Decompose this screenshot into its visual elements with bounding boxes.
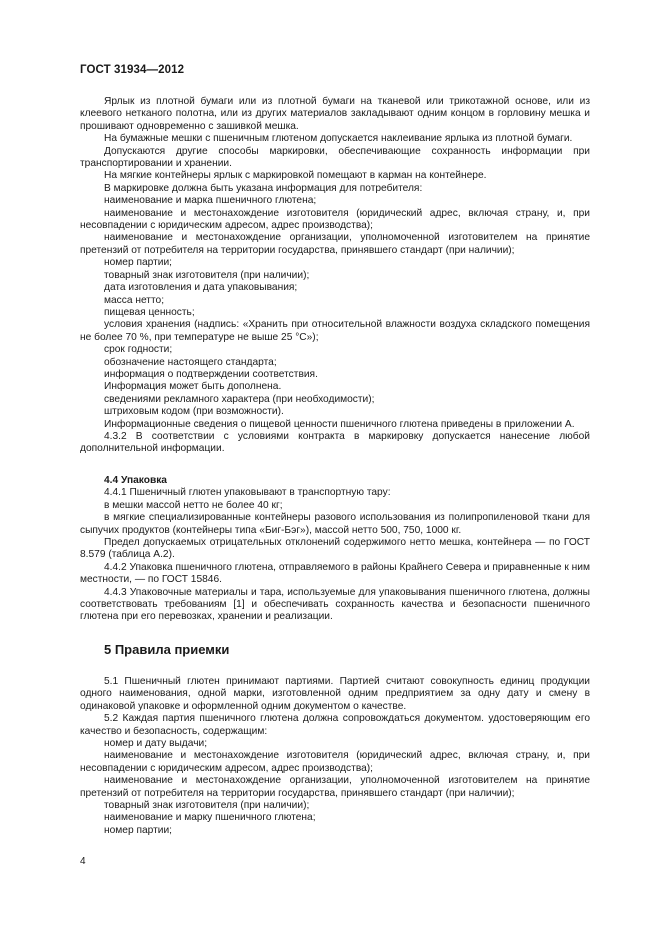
- paragraph: наименование и местонахождение организации, уполномоченной изготовителем на принятие претензий от потребителя на территории государства, принявшего стандарт (при наличии);: [80, 775, 590, 799]
- list-item: информация о подтверждении соответствия.: [104, 368, 318, 380]
- list-item: срок годности;: [104, 344, 173, 356]
- list-item: сведениями рекламного характера (при необходимости);: [104, 393, 375, 405]
- paragraph: условия хранения (надпись: «Хранить при относительной влажности воздуха складского помещения не более 70 %, при температуре не выше 25 °С»);: [80, 319, 590, 343]
- paragraph: В маркировке должна быть указана информация для потребителя:: [104, 182, 423, 194]
- list-item: дата изготовления и дата упаковывания;: [104, 282, 298, 294]
- list-item: Информация может быть дополнена.: [104, 381, 282, 393]
- list-item: номер и дату выдачи;: [104, 738, 208, 750]
- list-item: товарный знак изготовителя (при наличии);: [104, 269, 310, 281]
- paragraph: Допускаются другие способы маркировки, обеспечивающие сохранность информации при транспортировании и хранении.: [80, 145, 590, 170]
- list-item: номер партии;: [104, 257, 172, 269]
- marking-section-text: [80, 96, 590, 456]
- paragraph: 4.4.2 Упаковка пшеничного глютена, отправляемого в районы Крайнего Севера и приравненные к ним местности, — по ГОСТ 15846.: [80, 561, 590, 586]
- list-item: наименование и марку пшеничного глютена;: [104, 812, 316, 824]
- list-item: штриховым кодом (при возможности).: [104, 406, 284, 418]
- paragraph: 4.3.2 В соответствии с условиями контракта в маркировку допускается нанесение любой дополнительной информации.: [80, 430, 590, 455]
- list-item: обозначение настоящего стандарта;: [104, 356, 277, 368]
- paragraph: в мягкие специализированные контейнеры разового использования из полипропиленовой ткани для сыпучих продуктов (контейнеры типа «Биг-Бэг»), массой нетто 500, 750, 1000 кг.: [80, 512, 590, 536]
- section-heading: 5 Правила приемки: [104, 642, 230, 657]
- acceptance-section-text: [80, 676, 590, 837]
- paragraph: Предел допускаемых отрицательных отклонений содержимого нетто мешка, контейнера — по ГОСТ 8.579 (таблица А.2).: [80, 537, 590, 561]
- paragraph: 5.1 Пшеничный глютен принимают партиями. Партией считают совокупность единиц продукции одного наименования, одной марки, изготовленной одним предприятием за одну дату и смену в одинаковой упаковке и оформленной одним документом о качестве.: [80, 676, 590, 712]
- paragraph: Информационные сведения о пищевой ценности пшеничного глютена приведены в приложении А.: [104, 418, 575, 430]
- paragraph: На бумажные мешки с пшеничным глютеном допускается наклеивание ярлыка из плотной бумаги.: [104, 133, 573, 145]
- subsection-heading: 4.4 Упаковка: [104, 475, 167, 486]
- paragraph: наименование и местонахождение изготовителя (юридический адрес, включая страну, и, при несовпадении с юридическим адресом, адрес производства);: [80, 750, 590, 774]
- document-header: ГОСТ 31934—2012: [80, 64, 185, 76]
- paragraph: наименование и местонахождение организации, уполномоченной изготовителем на принятие претензий от потребителя на территории государства, принявшего стандарт (при наличии);: [80, 232, 590, 256]
- packaging-section-text: [80, 475, 590, 624]
- list-item: пищевая ценность;: [104, 306, 195, 318]
- paragraph: в мешки массой нетто не более 40 кг;: [104, 499, 283, 511]
- paragraph: наименование и местонахождение изготовителя (юридический адрес, включая страну, и, при несовпадении с юридическим адресом, адрес производства);: [80, 207, 590, 232]
- list-item: номер партии;: [104, 824, 172, 836]
- paragraph: наименование и марка пшеничного глютена;: [104, 195, 317, 207]
- paragraph: 4.4.1 Пшеничный глютен упаковывают в транспортную тару:: [104, 487, 391, 499]
- paragraph: Ярлык из плотной бумаги или из плотной бумаги на тканевой или трикотажной основе, или из клеевого нетканого полотна, или из других материалов закладывают одним концом в горловину мешка и прошивают одновременно с зашивкой мешка.: [80, 96, 590, 132]
- list-item: масса нетто;: [104, 294, 165, 306]
- paragraph: На мягкие контейнеры ярлык с маркировкой помещают в карман на контейнере.: [104, 170, 487, 182]
- list-item: товарный знак изготовителя (при наличии);: [104, 800, 310, 812]
- page-number: 4: [80, 856, 86, 867]
- paragraph: 4.4.3 Упаковочные материалы и тара, используемые для упаковывания пшеничного глютена, должны соответствовать требованиям [1] и обеспечивать сохранность качества и безопасности пшеничного глютена при его перевозках, хранении и реализации.: [80, 586, 590, 623]
- paragraph: 5.2 Каждая партия пшеничного глютена должна сопровождаться документом. удостоверяющим его качество и безопасность, содержащим:: [80, 713, 590, 737]
